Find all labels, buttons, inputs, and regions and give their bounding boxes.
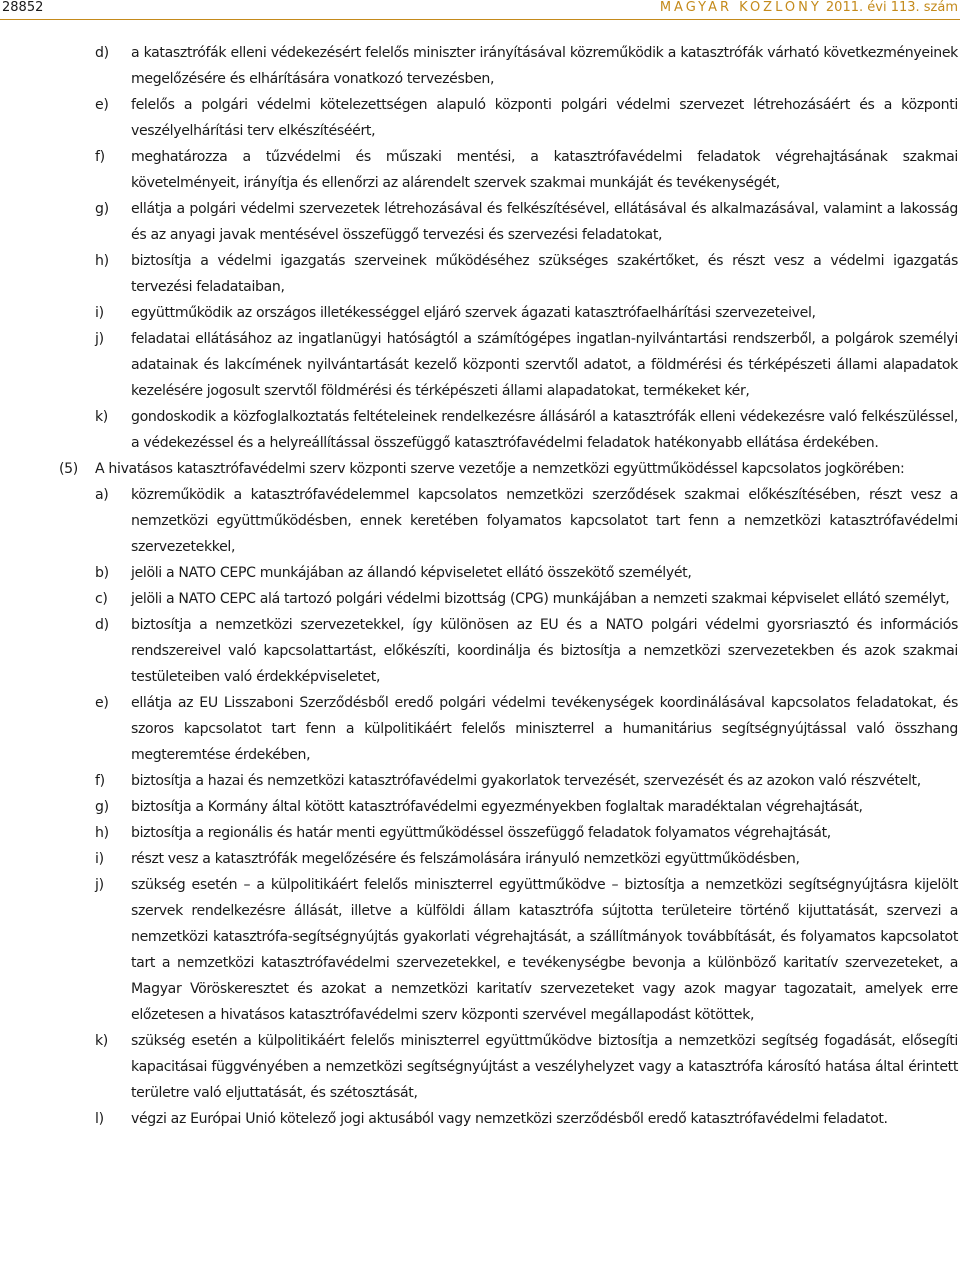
list-item (0, 1106, 958, 1132)
item-text: jelöli a NATO CEPC alá tartozó polgári védelmi bizottság (CPG) munkájában a nemzeti szakmai képviselet ellátó személyt, (131, 591, 950, 607)
item-label: h) (95, 253, 109, 269)
list-item (0, 326, 958, 404)
list-item (0, 300, 958, 326)
item-text: gondoskodik a közfoglalkoztatás feltételeinek rendelkezésre állásáról a katasztrófák elleni védekezésre való felkészüléssel, a védekezéssel és a helyreállítással összefüggő katasztrófavédelmi feladatok hatékonyabb ellátása érdekében. (131, 409, 958, 451)
item-text: biztosítja a nemzetközi szervezetekkel, így különösen az EU és a NATO polgári védelmi gyorsriasztó és információs rendszereivel való kapcsolattartást, előkészíti, koordinálja és biztosítja a nemzetközi szervezetekben és azok szakmai testületeiben való érdekképviseletet, (131, 617, 958, 685)
list-item (0, 794, 958, 820)
list-item (0, 690, 958, 768)
item-text: részt vesz a katasztrófák megelőzésére és felszámolására irányuló nemzetközi együttműködésben, (131, 851, 800, 867)
page-number: 28852 (2, 0, 44, 15)
item-label: e) (95, 97, 109, 113)
list-item (0, 404, 958, 456)
list-item (0, 92, 958, 144)
item-text: biztosítja a Kormány által kötött katasztrófavédelmi egyezményekben foglaltak maradéktalan végrehajtását, (131, 799, 863, 815)
item-text: biztosítja a regionális és határ menti együttműködéssel összefüggő feladatok folyamatos végrehajtását, (131, 825, 831, 841)
item-text: biztosítja a védelmi igazgatás szerveinek működéséhez szükséges szakértőket, és részt vesz a védelmi igazgatás tervezési feladataiban, (131, 253, 958, 295)
item-text: végzi az Európai Unió kötelező jogi aktusából vagy nemzetközi szerződésből eredő katasztrófavédelmi feladatot. (131, 1111, 888, 1127)
issue-number: 2011. évi 113. szám (825, 0, 958, 15)
item-label: e) (95, 695, 109, 711)
list-item (0, 1028, 958, 1106)
item-list-paragraph-5 (0, 482, 958, 1132)
item-label: g) (95, 799, 109, 815)
item-text: biztosítja a hazai és nemzetközi katasztrófavédelmi gyakorlatok tervezését, szervezését és az azokon való részvételt, (131, 773, 921, 789)
list-item (0, 40, 958, 92)
item-text: meghatározza a tűzvédelmi és műszaki mentési, a katasztrófavédelmi feladatok végrehajtásának szakmai követelményeit, irányítja és ellenőrzi az alárendelt szervek szakmai munkáját és tevékenységét, (131, 149, 958, 191)
item-label: d) (95, 45, 109, 61)
item-text: a katasztrófák elleni védekezésért felelős miniszter irányításával közreműködik a katasztrófák várható következményeinek megelőzésére és elhárítására vonatkozó tervezésben, (131, 45, 958, 87)
page-header (0, 0, 960, 20)
list-item (0, 820, 958, 846)
paragraph-5 (0, 456, 958, 482)
item-label: c) (95, 591, 108, 607)
list-item (0, 768, 958, 794)
item-label: k) (95, 409, 108, 425)
journal-header (660, 0, 958, 15)
item-text: felelős a polgári védelmi kötelezettségen alapuló központi polgári védelmi szervezet létrehozásáért és a központi veszélyelhárítási terv elkészítéséért, (131, 97, 958, 139)
item-text: feladatai ellátásához az ingatlanügyi hatóságtól a számítógépes ingatlan-nyilvántartási rendszerből, a polgárok személyi adatainak és lakcímének nyilvántartását kezelő központi szervtől adatot, a földmérési és térképészeti állami alapadatok kezelésére jogosult szervtől földmérési és térképészeti állami alapadatokat, termékeket kér, (131, 331, 958, 399)
paragraph-number: (5) (59, 461, 78, 477)
list-item (0, 196, 958, 248)
item-label: i) (95, 851, 104, 867)
item-label: f) (95, 149, 105, 165)
list-item (0, 586, 958, 612)
list-item (0, 846, 958, 872)
list-item (0, 612, 958, 690)
item-text: közreműködik a katasztrófavédelemmel kapcsolatos nemzetközi szerződések szakmai előkészítésében, részt vesz a nemzetközi együttműködésben, ennek keretében folyamatos kapcsolatot tart fenn a nemzetközi katasztrófavédelmi szervezetekkel, (131, 487, 958, 555)
item-text: jelöli a NATO CEPC munkájában az állandó képviseletet ellátó összekötő személyét, (131, 565, 692, 581)
item-text: ellátja az EU Lisszaboni Szerződésből eredő polgári védelmi tevékenységek koordinálásával kapcsolatos feladatokat, és szoros kapcsolatot tart fenn a külpolitikáért felelős miniszterrel a humanitárius segítségnyújtással való összhang megteremtése érdekében, (131, 695, 958, 763)
header-rule (0, 19, 960, 20)
item-text: szükség esetén a külpolitikáért felelős miniszterrel együttműködve biztosítja a nemzetközi segítség fogadását, elősegíti kapacitásai függvényében a nemzetközi segítségnyújtást a veszélyhelyzet vagy a katasztrófa károsító hatása által érintett területre való eljuttatását, és szétosztását, (131, 1033, 958, 1101)
item-label: l) (95, 1111, 104, 1127)
list-item (0, 482, 958, 560)
list-item (0, 872, 958, 1028)
list-item (0, 248, 958, 300)
item-label: k) (95, 1033, 108, 1049)
item-text: együttműködik az országos illetékességgel eljáró szervek ágazati katasztrófaelhárítási szervezeteivel, (131, 305, 816, 321)
journal-title: MAGYAR KÖZLÖNY (659, 0, 822, 15)
item-label: b) (95, 565, 109, 581)
item-label: a) (95, 487, 109, 503)
item-label: g) (95, 201, 109, 217)
item-label: i) (95, 305, 104, 321)
document-body (0, 40, 958, 1132)
item-label: f) (95, 773, 105, 789)
list-item (0, 560, 958, 586)
item-text: ellátja a polgári védelmi szervezetek létrehozásával és felkészítésével, ellátásával és alkalmazásával, valamint a lakosság és az anyagi javak mentésével összefüggő tervezési és szervezési feladatokat, (131, 201, 958, 243)
item-label: j) (95, 331, 104, 347)
item-label: d) (95, 617, 109, 633)
item-label: j) (95, 877, 104, 893)
item-list-paragraph-4 (0, 40, 958, 456)
item-text: szükség esetén – a külpolitikáért felelős miniszterrel együttműködve – biztosítja a nemzetközi segítségnyújtásra kijelölt szervek rendelkezésre állását, illetve a külföldi állam katasztrófa sújtotta területeire történő kijuttatását, szervezi a nemzetközi katasztrófa-segítségnyújtás gyakorlati végrehajtását, a szállítmányok továbbítását, és folyamatos kapcsolatot tart a nemzetközi katasztrófavédelmi szervezetekkel, e tevékenységbe bevonja a különböző karitatív szervezeteket, a Magyar Vöröskeresztet és azokat a nemzetközi karitatív szervezeteket vagy azok magyar tagozatait, amelyek erre előzetesen a hivatásos katasztrófavédelmi szerv központi szervével megállapodást kötöttek, (131, 877, 958, 1023)
list-item (0, 144, 958, 196)
paragraph-text: A hivatásos katasztrófavédelmi szerv központi szerve vezetője a nemzetközi együttműködéssel kapcsolatos jogkörében: (95, 461, 905, 477)
item-label: h) (95, 825, 109, 841)
